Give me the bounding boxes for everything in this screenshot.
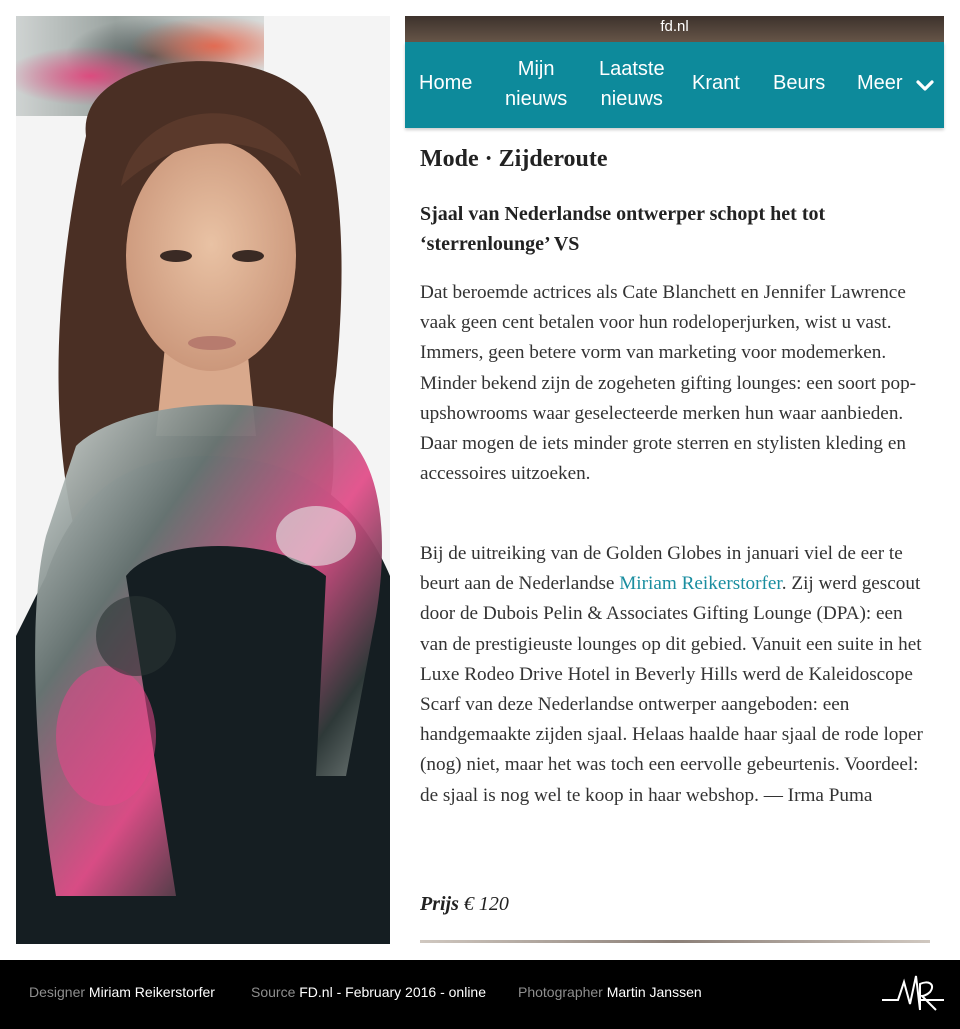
site-navigation [405,42,944,128]
credit-label: Designer [29,984,86,1000]
nav-label: nieuws [505,88,568,110]
model-illustration [16,16,390,944]
browser-address-bar [405,16,944,42]
credit-value: FD.nl - February 2016 - online [299,984,487,1000]
chevron-down-icon[interactable] [916,80,934,92]
designer-link[interactable]: Miriam Reikerstorfer [619,573,782,595]
mr-signature-logo [880,970,946,1020]
credit-value: Martin Janssen [606,984,702,1000]
credits-footer [0,960,960,1029]
price-line [420,893,509,916]
nav-item-meer[interactable] [857,68,903,98]
nav-item-home[interactable] [419,68,472,98]
nav-label: Home [419,72,473,94]
browser-domain: fd.nl [660,18,689,35]
nav-label: Laatste [599,58,665,80]
article-section-title: Mode · Zijderoute [420,146,608,172]
credit-label: Source [251,984,296,1000]
price-value: € 120 [463,893,509,915]
nav-label: Mijn [517,58,555,80]
nav-item-beurs[interactable] [773,68,825,98]
article-paragraph: Dat beroemde actrices als Cate Blanchett en Jennifer Lawrence vaak geen cent betalen voor hun rodeloperjurken, wist u vast. Immers, geen betere vorm van marketing voor modemerken. Minder bekend zijn de zogeheten gifting lounges: een soort pop-upshowrooms waar geselecteerde merken hun waar aanbieden. Daar mogen de iets minder grote sterren en stylisten kleding en accessoires uitzoeken. [420,282,917,485]
article-headline: Sjaal van Nederlandse ontwerper schopt het tot ‘sterrenlounge’ VS [420,203,826,255]
photographer-credit [518,984,702,1000]
paragraph-text: Bij de uitreiking van de Golden Globes in januari viel de eer te beurt aan de Nederlandse [420,543,903,595]
nav-item-krant[interactable] [692,68,740,98]
nav-label: nieuws [600,88,663,110]
model-photo [16,16,390,944]
credit-label: Photographer [518,984,603,1000]
nav-label: Meer [857,72,903,94]
credit-value: Miriam Reikerstorfer [88,984,215,1000]
divider [420,940,930,943]
paragraph-text: . Zij werd gescout door de Dubois Pelin & Associates Gifting Lounge (DPA): een van de prestigieuste lounges op dit gebied. Vanuit een suite in het Luxe Rodeo Drive Hotel in Beverly Hills werd de Kaleidoscope Scarf van deze Nederlandse ontwerper aangeboden: een handgemaakte zijden sjaal. Helaas haalde haar sjaal de rode loper (nog) niet, maar het was toch een eervolle gebeurtenis. Voordeel: de sjaal is nog wel te koop in haar webshop. — Irma Puma [420,573,923,806]
nav-label: Beurs [773,72,826,94]
nav-item-mijn-nieuws[interactable] [505,54,567,114]
nav-label: Krant [692,72,740,94]
designer-credit [29,984,215,1000]
mobile-article-screenshot [405,16,944,944]
nav-item-laatste-nieuws[interactable] [599,54,665,114]
price-label: Prijs [420,893,459,915]
source-credit [251,984,486,1000]
article-paragraph [420,539,935,811]
